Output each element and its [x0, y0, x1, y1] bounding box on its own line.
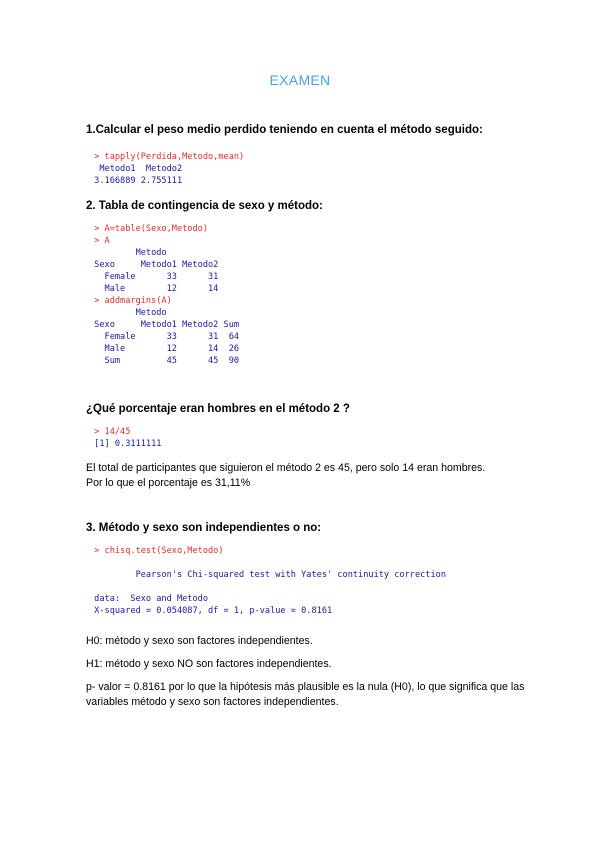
console-output-line: Sexo Metodo1 Metodo2 — [89, 260, 219, 270]
hypothesis-h1: H1: método y sexo NO son factores independientes. — [86, 658, 332, 670]
console-output-line: 3.166889 2.755111 — [89, 176, 183, 186]
console-command-line: > tapply(Perdida,Metodo,mean) — [89, 152, 245, 162]
question-1-code — [89, 151, 244, 187]
question-4-heading: 3. Método y sexo son independientes o no: — [86, 522, 322, 534]
console-output-line: [1] 0.3111111 — [89, 439, 162, 449]
question-1-heading: 1.Calcular el peso medio perdido teniendo en cuenta el método seguido: — [86, 124, 483, 136]
console-output-line: Female 33 31 64 — [89, 332, 240, 342]
console-output-line: Metodo — [89, 248, 167, 258]
answer-line-2: Por lo que el porcentaje es 31,11% — [86, 477, 251, 489]
console-output-line: Female 33 31 — [89, 272, 219, 282]
console-output-line: Male 12 14 — [89, 284, 219, 294]
console-output-line: X-squared = 0.054087, df = 1, p-value = 0.8161 — [89, 606, 333, 616]
question-3-answer — [86, 461, 516, 491]
console-output-line: Sum 45 45 90 — [89, 356, 240, 366]
console-output-line: Metodo1 Metodo2 — [89, 164, 183, 174]
console-output-line: Metodo — [89, 308, 167, 318]
console-output-line: Male 12 14 26 — [89, 344, 240, 354]
question-3-heading: ¿Qué porcentaje eran hombres en el método 2 ? — [86, 403, 350, 415]
question-2-code — [89, 223, 239, 367]
answer-line-1: El total de participantes que siguieron el método 2 es 45, pero solo 14 eran hombres. — [86, 462, 486, 474]
console-command-line: > A — [89, 236, 110, 246]
hypothesis-h0: H0: método y sexo son factores independientes. — [86, 635, 313, 647]
question-3-code — [89, 426, 161, 450]
console-command-line: > addmargins(A) — [89, 296, 172, 306]
console-output-line: data: Sexo and Metodo — [89, 594, 208, 604]
question-4-code — [89, 545, 446, 617]
page-title: EXAMEN — [269, 72, 331, 88]
conclusion-text: p- valor = 0.8161 por lo que la hipótesis más plausible es la nula (H0), lo que significa que las variables método y sexo son factores independientes. — [86, 681, 525, 708]
console-output-line: Sexo Metodo1 Metodo2 Sum — [89, 320, 240, 330]
console-command-line: > A=table(Sexo,Metodo) — [89, 224, 208, 234]
console-command-line: > 14/45 — [89, 427, 131, 437]
console-output-line: Pearson's Chi-squared test with Yates' continuity correction — [89, 570, 446, 580]
question-2-heading: 2. Tabla de contingencia de sexo y método: — [86, 200, 323, 212]
console-command-line: > chisq.test(Sexo,Metodo) — [89, 546, 224, 556]
